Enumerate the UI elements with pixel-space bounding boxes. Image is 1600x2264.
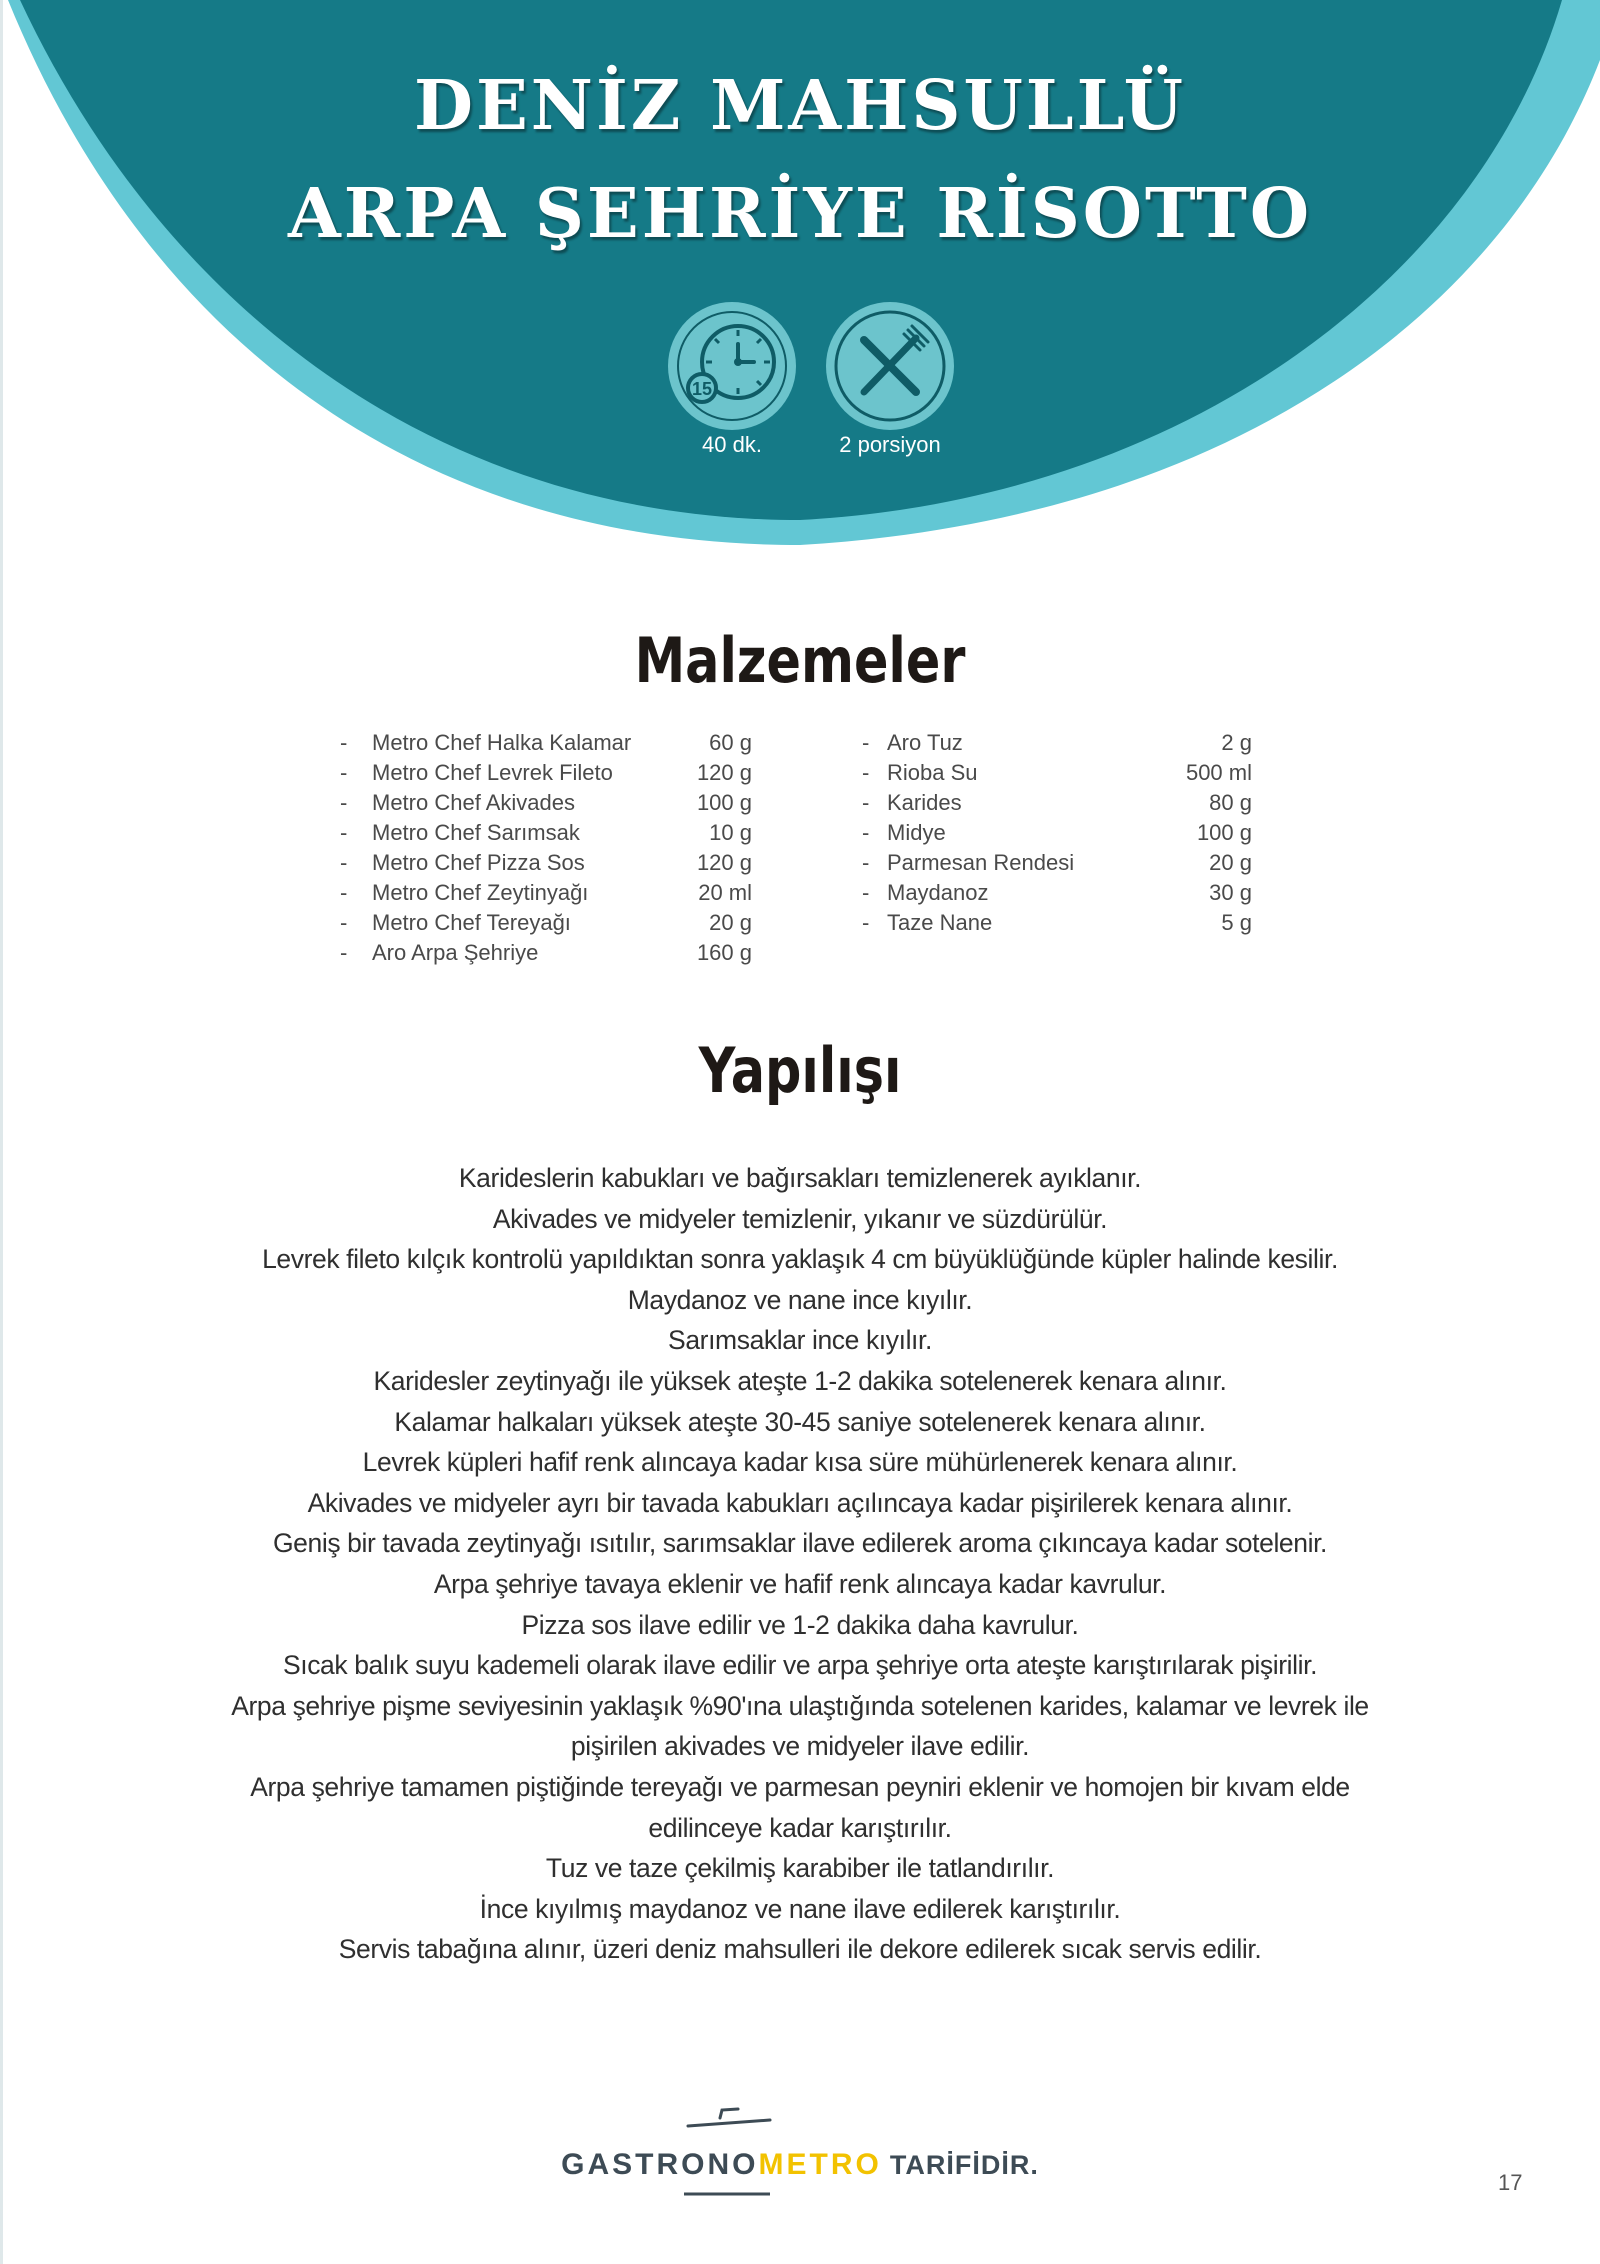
gastronometro-brand: GASTRONOMETRO TARİFİDİR. bbox=[561, 2148, 1039, 2181]
time-label: 40 dk. bbox=[702, 432, 762, 457]
servings-label: 2 porsiyon bbox=[839, 432, 941, 457]
ingredients-left-list bbox=[340, 728, 752, 968]
method-line: Arpa şehriye tavaya eklenir ve hafif renk alıncaya kadar kavrulur. bbox=[433, 1568, 1167, 1599]
method-line: Kalamar halkaları yüksek ateşte 30-45 saniye sotelenerek kenara alınır. bbox=[394, 1406, 1206, 1437]
ingredients-right-list bbox=[862, 728, 1252, 938]
recipe-title-line2: ARPA ŞEHRİYE RİSOTTO bbox=[287, 174, 1313, 254]
ingredient-item: - Karides 80 g bbox=[862, 790, 1252, 815]
method-line: Arpa şehriye tamamen piştiğinde tereyağı ve parmesan peyniri eklenir ve homojen bir kıvam elde bbox=[250, 1771, 1350, 1802]
page-number: 17 bbox=[1498, 2170, 1523, 2195]
ingredient-item: - Rioba Su 500 ml bbox=[862, 760, 1252, 785]
method-line: pişirilen akivades ve midyeler ilave edilir. bbox=[570, 1731, 1030, 1762]
servings-badge bbox=[824, 300, 956, 432]
ingredient-item: - Metro Chef Akivades 100 g bbox=[340, 790, 752, 815]
method-line: Arpa şehriye pişme seviyesinin yaklaşık %90'ına ulaştığında sotelenen karides, kalamar ve levrek ile bbox=[231, 1690, 1369, 1721]
method-line: Servis tabağına alınır, üzeri deniz mahsulleri ile dekore edilerek sıcak servis edilir. bbox=[338, 1934, 1262, 1965]
ingredient-item: - Metro Chef Levrek Fileto 120 g bbox=[340, 760, 752, 785]
method-line: edilinceye kadar karıştırılır. bbox=[648, 1812, 952, 1843]
ingredient-item: - Parmesan Rendesi 20 g bbox=[862, 850, 1252, 875]
ingredient-item: - Metro Chef Zeytinyağı 20 ml bbox=[340, 880, 752, 905]
ingredient-item: - Metro Chef Tereyağı 20 g bbox=[340, 910, 752, 935]
method-line: Karidesler zeytinyağı ile yüksek ateşte 1-2 dakika sotelenerek kenara alınır. bbox=[373, 1365, 1227, 1396]
method-line: Akivades ve midyeler ayrı bir tavada kabukları açılıncaya kadar pişirilerek kenara alınır. bbox=[307, 1487, 1293, 1518]
time-badge bbox=[666, 300, 798, 432]
ingredients-heading: Malzemeler bbox=[634, 624, 966, 697]
ingredient-item: - Metro Chef Pizza Sos 120 g bbox=[340, 850, 752, 875]
method-line: Pizza sos ilave edilir ve 1-2 dakika daha kavrulur. bbox=[521, 1609, 1079, 1640]
method-line: Sıcak balık suyu kademeli olarak ilave edilir ve arpa şehriye orta ateşte karıştırılarak pişirilir. bbox=[282, 1650, 1318, 1681]
method-line: Levrek fileto kılçık kontrolü yapıldıktan sonra yaklaşık 4 cm büyüklüğünde küpler halinde kesilir. bbox=[262, 1244, 1338, 1275]
ingredient-item: - Midye 100 g bbox=[862, 820, 1252, 845]
clock-icon bbox=[666, 300, 798, 432]
method-line: Karideslerin kabukları ve bağırsakları temizlenerek ayıklanır. bbox=[458, 1163, 1142, 1193]
ingredient-item: - Aro Tuz 2 g bbox=[862, 730, 1252, 755]
method-line: Akivades ve midyeler temizlenir, yıkanır ve süzdürülür. bbox=[492, 1203, 1108, 1234]
ingredient-item: - Taze Nane 5 g bbox=[862, 910, 1252, 935]
ingredient-item: - Maydanoz 30 g bbox=[862, 880, 1252, 905]
fork-knife-icon bbox=[824, 300, 956, 432]
method-line: Maydanoz ve nane ince kıyılır. bbox=[627, 1284, 973, 1315]
method-heading: Yapılışı bbox=[698, 1034, 902, 1107]
method-line: Geniş bir tavada zeytinyağı ısıtılır, sarımsaklar ilave edilerek aroma çıkıncaya kadar sotelenir. bbox=[272, 1528, 1328, 1559]
clock-icon-number: 15 bbox=[691, 379, 713, 399]
method-steps bbox=[170, 1158, 1430, 1970]
ingredient-item: - Aro Arpa Şehriye 160 g bbox=[340, 940, 752, 965]
ingredient-item: - Metro Chef Halka Kalamar 60 g bbox=[340, 730, 752, 755]
method-line: Levrek küpleri hafif renk alıncaya kadar kısa süre mühürlenerek kenara alınır. bbox=[362, 1447, 1238, 1478]
ingredient-item: - Metro Chef Sarımsak 10 g bbox=[340, 820, 752, 845]
method-line: İnce kıyılmış maydanoz ve nane ilave edilerek karıştırılır. bbox=[479, 1893, 1121, 1924]
recipe-title-line1: DENİZ MAHSULLÜ bbox=[414, 66, 1186, 146]
method-line: Sarımsaklar ince kıyılır. bbox=[668, 1325, 932, 1356]
method-line: Tuz ve taze çekilmiş karabiber ile tatlandırılır. bbox=[545, 1853, 1055, 1884]
